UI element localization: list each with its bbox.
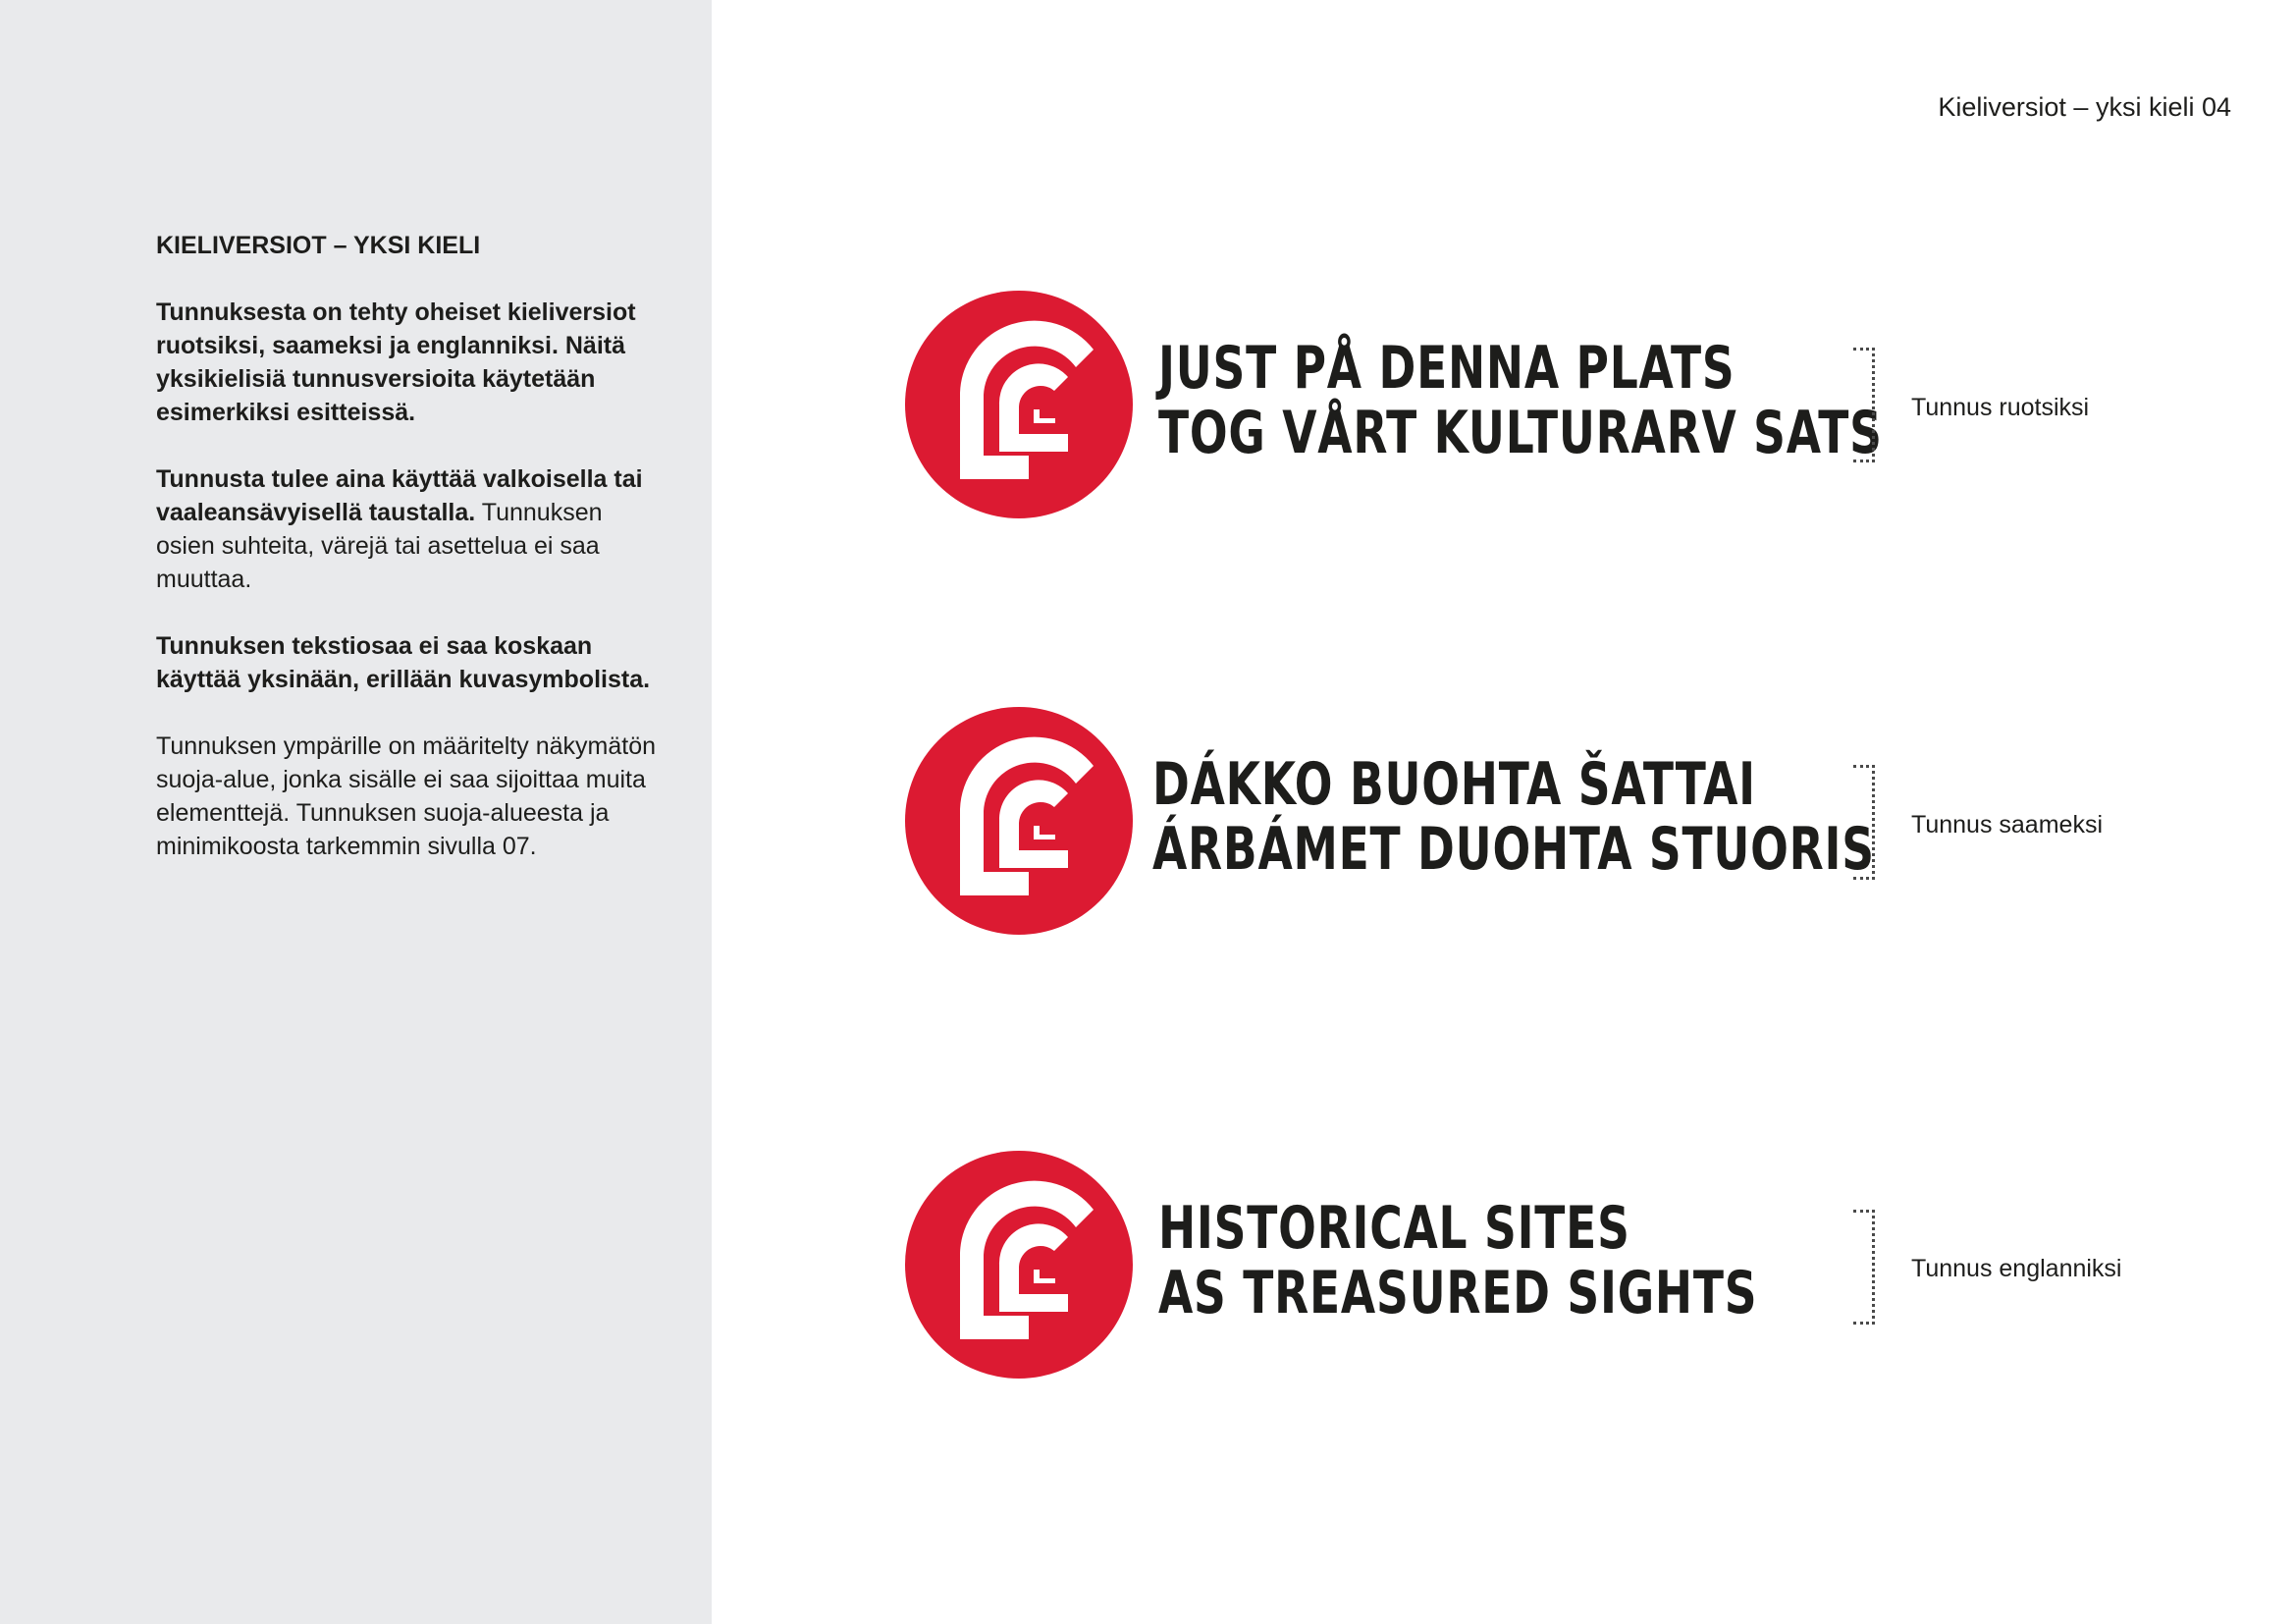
paragraph-normal-text: Tunnuksen osien suhteita, värejä tai asettelua ei saa muuttaa. — [156, 499, 603, 593]
logo-mark-icon — [901, 703, 1137, 939]
bracket-icon — [1853, 765, 1875, 880]
logo-line-2: ÁRBÁMET DUOHTA STUORIS — [1152, 815, 1875, 884]
bracket-icon — [1853, 1210, 1875, 1325]
logo-line-1: JUST PÅ DENNA PLATS — [1158, 334, 1735, 403]
paragraph-bold-text: Tunnusta tulee aina käyttää valkoisella tai vaaleansävyisellä taustalla. — [156, 465, 643, 526]
paragraph-normal-text: Tunnuksen ympärille on määritelty näkymätön suoja-alue, jonka sisälle ei saa sijoittaa muita elementtejä. Tunnuksen suoja-alueesta ja minimikoosta tarkemmin sivulla 07. — [156, 732, 657, 860]
logo-mark-icon — [901, 287, 1137, 522]
logo-wordmark — [1158, 1196, 1757, 1326]
variant-label-swedish: Tunnus ruotsiksi — [1911, 394, 2090, 421]
paragraph-language-versions — [156, 296, 667, 429]
sidebar-content — [156, 229, 667, 896]
bracket-icon — [1853, 348, 1875, 462]
paragraph-protection-area — [156, 730, 667, 863]
paragraph-background-rule — [156, 462, 667, 596]
logo-line-2: TOG VÅRT KULTURARV SATS — [1158, 399, 1883, 467]
section-title: KIELIVERSIOT – YKSI KIELI — [156, 232, 481, 259]
variant-label-english: Tunnus englanniksi — [1911, 1255, 2122, 1282]
logo-mark-icon — [901, 1147, 1137, 1382]
logo-line-1: HISTORICAL SITES — [1158, 1194, 1630, 1263]
variant-label-sami: Tunnus saameksi — [1911, 811, 2103, 839]
logo-wordmark — [1158, 336, 1883, 465]
sidebar-panel — [0, 0, 712, 1624]
paragraph-bold-text: Tunnuksen tekstiosaa ei saa koskaan käyttää yksinään, erillään kuvasymbolista. — [156, 632, 651, 693]
logo-wordmark — [1152, 752, 1875, 882]
logo-line-2: AS TREASURED SIGHTS — [1158, 1259, 1758, 1327]
paragraph-text-part-rule — [156, 629, 667, 696]
paragraph-bold-text: Tunnuksesta on tehty oheiset kieliversiot ruotsiksi, saameksi ja englanniksi. Näitä yksikielisiä tunnusversioita käytetään esimerkiksi esitteissä. — [156, 298, 636, 426]
page-header-label: Kieliversiot – yksi kieli 04 — [1938, 92, 2231, 122]
logo-line-1: DÁKKO BUOHTA ŠATTAI — [1152, 750, 1756, 819]
